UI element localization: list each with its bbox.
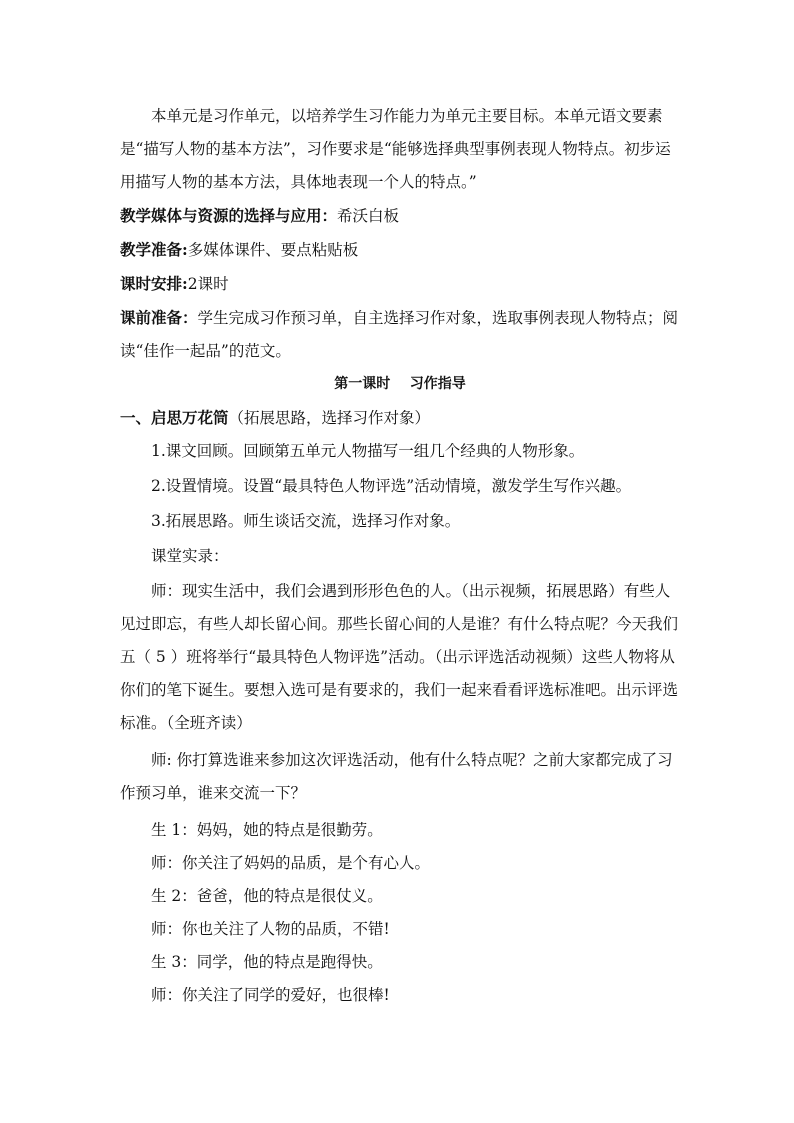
- meta-schedule-value: 2课时: [187, 275, 229, 293]
- lesson-title: 第一课时 习作指导: [334, 376, 466, 392]
- meta-preclass-value: 学生完成习作预习单，自主选择习作对象，选取事例表现人物特点；阅读“佳作一起品”的范文。: [120, 309, 679, 360]
- dialog-student-3: 生 3：同学，他的特点是跑得快。: [151, 953, 383, 971]
- dialog-teacher-reply-3: 师：你关注了同学的爱好，也很棒!: [151, 986, 390, 1004]
- document-body: [120, 100, 680, 1012]
- meta-media-label: 教学媒体与资源的选择与应用：: [120, 206, 338, 225]
- classroom-record-label: 课堂实录：: [151, 547, 229, 565]
- meta-preparation: [120, 233, 680, 267]
- meta-preclass: [120, 301, 680, 368]
- step-review: 1.课文回顾。回顾第五单元人物描写一组几个经典的人物形象。: [151, 442, 585, 460]
- meta-media-value: 希沃白板: [337, 207, 400, 225]
- intro-paragraph: 本单元是习作单元，以培养学生习作能力为单元主要目标。本单元语文要素是“描写人物的基本方法”，习作要求是“能够选择典型事例表现人物特点。初步运用描写人物的基本方法，具体地表现一个人的特点。”: [120, 107, 671, 191]
- dialog-teacher-reply-1: 师：你关注了妈妈的品质，是个有心人。: [151, 854, 431, 872]
- dialog-teacher-reply-2: 师：你也关注了人物的品质，不错!: [151, 920, 390, 938]
- step-expand: 3.拓展思路。师生谈话交流，选择习作对象。: [151, 512, 461, 530]
- meta-media: [120, 199, 680, 233]
- meta-schedule: [120, 267, 680, 301]
- section-heading-note: （拓展思路，选择习作对象）: [228, 409, 431, 427]
- dialog-teacher-intro: 师：现实生活中，我们会遇到形形色色的人。（出示视频，拓展思路）有些人见过即忘，有些人却长留心间。那些长留心间的人是谁？有什么特点呢？今天我们五（ 5 ）班将举行“最具特色人物评选”活动。（出示评选活动视频）这些人物将从你们的笔下诞生。要想入选可是有要求的，我们一起来看看评选标准吧。出示评选标准。（全班齐读）: [120, 582, 679, 732]
- section-heading-title: 一、启思万花筒: [120, 408, 229, 427]
- dialog-student-2: 生 2：爸爸，他的特点是很仗义。: [151, 887, 383, 905]
- meta-preparation-label: 教学准备:: [120, 240, 188, 259]
- section-heading: [120, 401, 680, 435]
- meta-schedule-label: 课时安排:: [120, 274, 188, 293]
- dialog-teacher-question: 师: 你打算选谁来参加这次评选活动，他有什么特点呢？之前大家都完成了习作预习单，谁来交流一下？: [120, 751, 673, 802]
- meta-preparation-value: 多媒体课件、要点粘贴板: [187, 241, 359, 259]
- step-scenario: 2.设置情境。设置“最具特色人物评选”活动情境，激发学生写作兴趣。: [151, 477, 632, 495]
- dialog-student-1: 生 1：妈妈，她的特点是很勤劳。: [151, 821, 383, 839]
- meta-preclass-label: 课前准备：: [120, 308, 198, 327]
